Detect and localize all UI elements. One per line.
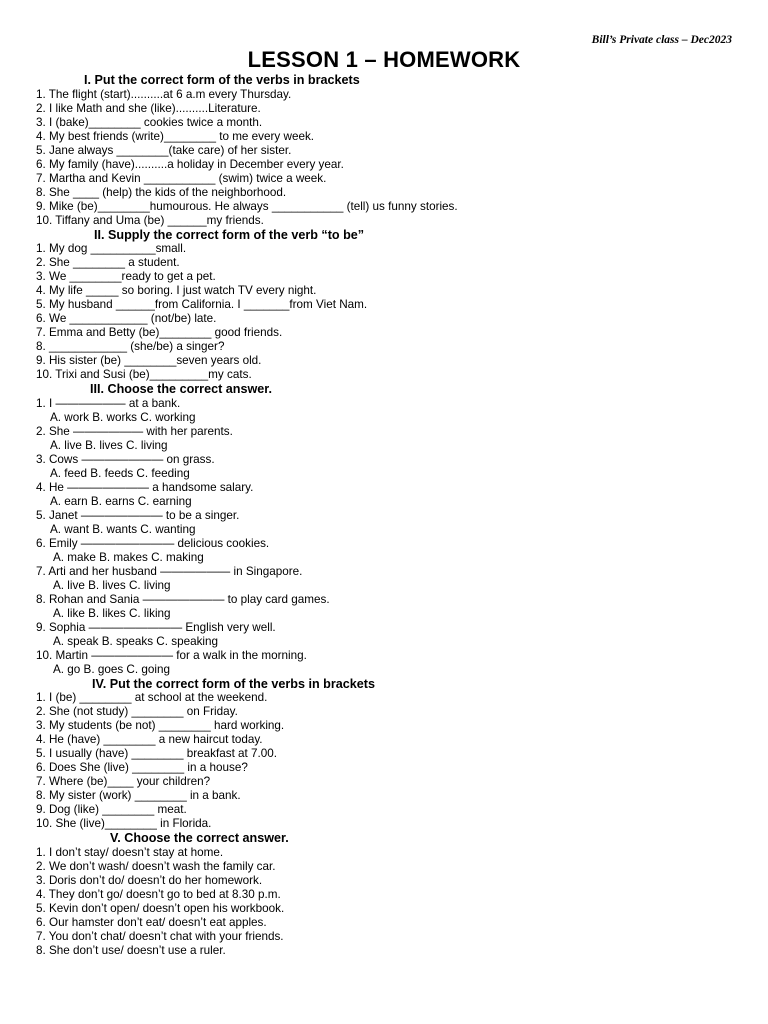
answer-options: A. earn B. earns C. earning [50,494,192,508]
exercise-item: 3. We ________ready to get a pet. [36,270,216,283]
question: 1. I —————— at a bank. [36,396,181,410]
exercise-item: 5. Jane always ________(take care) of her sister. [36,143,292,157]
exercise-item: 3. I (bake)________ cookies twice a month. [36,115,263,129]
exercise-item: 6. Our hamster don’t eat/ doesn’t eat apples. [36,915,267,929]
exercise-item: 5. My husband ______from California. I _______from Viet Nam. [36,298,368,311]
question: 7. Arti and her husband —————— in Singapore. [36,564,303,578]
answer-options: A. speak B. speaks C. speaking [53,634,219,648]
exercise-item: 8. She don’t use/ doesn’t use a ruler. [36,943,226,957]
question: 8. Rohan and Sania ——————— to play card games. [36,592,330,606]
exercise-item: 10. She (live)________ in Florida. [36,817,212,830]
section-2-heading: II. Supply the correct form of the verb “to be” [94,227,365,242]
page-title: LESSON 1 – HOMEWORK [247,47,521,72]
exercise-item: 1. I don’t stay/ doesn’t stay at home. [36,845,224,859]
question: 5. Janet ——————— to be a singer. [36,508,240,522]
question: 9. Sophia ———————— English very well. [36,620,276,634]
exercise-item: 9. Mike (be)________humourous. He always ___________ (tell) us funny stories. [36,199,458,213]
worksheet-content [36,73,736,958]
answer-options: A. live B. lives C. living [53,578,171,592]
question: 3. Cows ——————— on grass. [36,452,215,466]
answer-options: A. want B. wants C. wanting [50,522,196,536]
exercise-item: 10. Trixi and Susi (be)_________my cats. [36,368,252,381]
exercise-item: 10. Tiffany and Uma (be) ______my friends. [36,213,264,227]
exercise-item: 1. The flight (start)..........at 6 a.m every Thursday. [36,87,292,101]
exercise-item: 4. He (have) ________ a new haircut today. [36,733,263,746]
question: 4. He ——————— a handsome salary. [36,480,254,494]
exercise-item: 7. Martha and Kevin ___________ (swim) twice a week. [36,171,327,185]
exercise-item: 2. She ________ a student. [36,256,180,269]
question: 6. Emily ———————— delicious cookies. [36,536,270,550]
exercise-item: 1. I (be) ________ at school at the weekend. [36,691,268,704]
question: 2. She —————— with her parents. [36,424,233,438]
exercise-item: 2. I like Math and she (like)..........Literature. [36,101,261,115]
answer-options: A. go B. goes C. going [53,662,170,676]
exercise-item: 9. Dog (like) ________ meat. [36,803,187,816]
section-5-heading: V. Choose the correct answer. [110,831,289,845]
section-4-heading: IV. Put the correct form of the verbs in brackets [92,676,375,691]
exercise-item: 6. Does She (live) ________ in a house? [36,761,248,774]
answer-options: A. like B. likes C. liking [53,606,171,620]
exercise-item: 3. Doris don’t do/ doesn’t do her homework. [36,873,263,887]
exercise-item: 1. My dog __________small. [36,242,187,255]
exercise-item: 3. My students (be not) ________ hard working. [36,719,285,732]
header-note: Bill’s Private class – Dec2023 [591,34,732,46]
exercise-item: 6. We ____________ (not/be) late. [36,312,217,325]
exercise-item: 4. My life _____ so boring. I just watch TV every night. [36,284,317,297]
exercise-item: 5. I usually (have) ________ breakfast at 7.00. [36,747,278,760]
exercise-item: 8. She ____ (help) the kids of the neighborhood. [36,185,287,199]
answer-options: A. work B. works C. working [50,410,196,424]
exercise-item: 8. ____________ (she/be) a singer? [36,340,225,353]
exercise-item: 2. She (not study) ________ on Friday. [36,705,238,718]
exercise-item: 5. Kevin don’t open/ doesn’t open his workbook. [36,901,285,915]
exercise-item: 8. My sister (work) ________ in a bank. [36,789,241,802]
section-1-heading: I. Put the correct form of the verbs in brackets [84,73,360,87]
exercise-item: 4. My best friends (write)________ to me every week. [36,129,315,143]
exercise-item: 2. We don’t wash/ doesn’t wash the family car. [36,859,276,873]
answer-options: A. make B. makes C. making [53,550,204,564]
exercise-item: 6. My family (have)..........a holiday in December every year. [36,157,344,171]
exercise-item: 7. Where (be)____ your children? [36,775,211,788]
exercise-item: 7. You don’t chat/ doesn’t chat with your friends. [36,929,284,943]
answer-options: A. feed B. feeds C. feeding [50,466,190,480]
exercise-item: 4. They don’t go/ doesn’t go to bed at 8.30 p.m. [36,887,281,901]
answer-options: A. live B. lives C. living [50,438,168,452]
question: 10. Martin ——————— for a walk in the morning. [36,648,307,662]
section-3-heading: III. Choose the correct answer. [90,382,272,396]
exercise-item: 7. Emma and Betty (be)________ good friends. [36,326,283,339]
exercise-item: 9. His sister (be) ________seven years old. [36,354,262,367]
